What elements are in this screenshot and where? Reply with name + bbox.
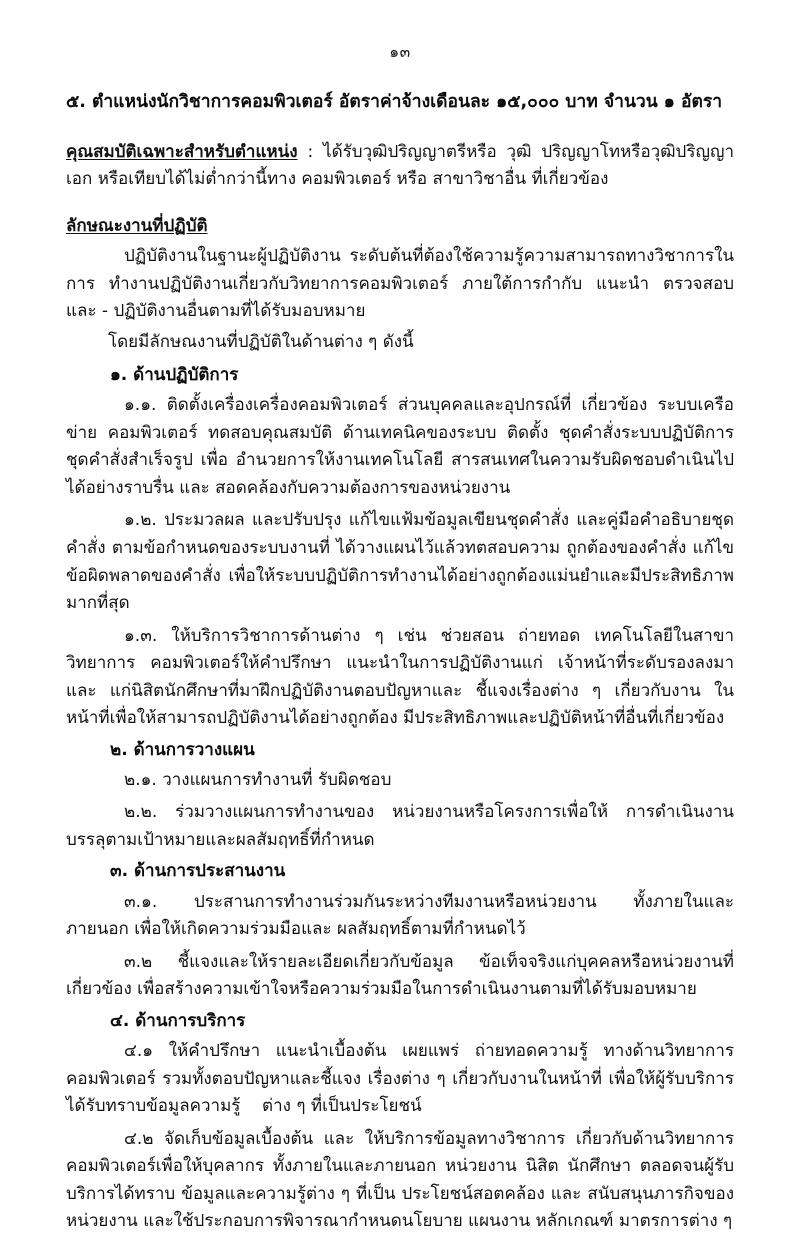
duty-item: ๑.๓. ให้บริการวิชาการด้านต่าง ๆ เช่น ช่วยสอน ถ่ายทอด เทคโนโลยีในสาขาวิทยาการ คอมพิวเตอร์ให้คำปรึกษา แนะนำในการปฏิบัติงานแก่ เจ้าหน้าที่ระดับรองลงมาและ แก่นิสิตนักศึกษาที่มาฝึกปฏิบัติงานตอบปัญหาและ ชี้แจงเรื่องต่าง ๆ เกี่ยวกับงาน ในหน้าที่เพื่อให้สามารถปฏิบัติงานได้อย่างถูกต้อง มีประสิทธิภาพและปฏิบัติหน้าที่อื่นที่เกี่ยวข้อง <box>66 625 734 729</box>
qualification-paragraph <box>66 139 734 194</box>
qualification-separator: : <box>297 141 324 162</box>
qualification-block <box>66 139 734 194</box>
duty-section <box>66 362 734 733</box>
page-content-area <box>66 0 734 1232</box>
duty-section <box>66 1008 734 1236</box>
page-title: ๕. ตำแหน่งนักวิชาการคอมพิวเตอร์ อัตราค่าจ้างเดือนละ ๑๕,๐๐๐ บาท จำนวน ๑ อัตรา <box>66 91 723 112</box>
duty-section-heading: ๓. ด้านการประสานงาน <box>110 861 286 882</box>
duties-intro-paragraph-2: โดยมีลักษณงานที่ปฏิบัติในด้านต่าง ๆ ดังนี้ <box>108 331 414 352</box>
duty-item: ๒.๒. ร่วมวางแผนการทำงานของ หน่วยงานหรือโครงการเพื่อให้ การดำเนินงานบรรลุตามเป้าหมายและผลสัมฤทธิ์ที่กำหนด <box>66 802 734 850</box>
qualification-body: ได้รับวุฒิปริญญาตรีหรือ วุฒิ ปริญญาโทหรือวุฒิปริญญาเอก หรือเทียบได้ไม่ต่ำกว่านี้ทาง คอมพิวเตอร์ หรือ สาขาวิชาอื่น ที่เกี่ยวข้อง <box>66 141 734 190</box>
page-number: ๑๓ <box>389 43 411 61</box>
duties-block <box>66 213 734 1236</box>
duty-item: ๓.๑. ประสานการทำงานร่วมกันระหว่างทีมงานหรือหน่วยงาน ทั้งภายในและภายนอก เพื่อให้เกิดความร่วมมือและ ผลสัมฤทธิ์ตามที่กำหนดไว้ <box>66 891 734 940</box>
duty-section <box>66 737 734 855</box>
duties-intro-paragraph-1: ปฏิบัติงานในฐานะผู้ปฏิบัติงาน ระดับต้นที่ต้องใช้ความรู้ความสามารถทางวิชาการในการ ทำงานปฏิบัติงานเกี่ยวกับวิทยาการคอมพิวเตอร์ ภายใต้การกำกับ แนะนำ ตรวจสอบ และ - ปฏิบัติงานอื่นตามที่ได้รับมอบหมาย <box>66 246 734 322</box>
duty-item: ๔.๑ ให้คำปรึกษา แนะนำเบื้องต้น เผยแพร่ ถ่ายทอดความรู้ ทางด้านวิทยาการคอมพิวเตอร์ รวมทั้งตอบปัญหาและชี้แจง เรื่องต่าง ๆ เกี่ยวกับงานในหน้าที่ เพื่อให้ผู้รับบริการได้รับทราบข้อมูลความรู้ ต่าง ๆ ที่เป็นประโยชน์ <box>66 1040 734 1117</box>
duty-item: ๒.๑. วางแผนการทำงานที่ รับผิดชอบ <box>124 769 392 790</box>
duty-section-heading: ๔. ด้านการบริการ <box>110 1010 246 1031</box>
duty-section-heading: ๒. ด้านการวางแผน <box>110 739 255 760</box>
duty-item: ๑.๑. ติดตั้งเครื่องเครื่องคอมพิวเตอร์ ส่วนบุคคลและอุปกรณ์ที่ เกี่ยวข้อง ระบบเครือข่าย คอมพิวเตอร์ ทดสอบคุณสมบัติ ด้านเทคนิคของระบบ ติดตั้ง ชุดคำสั่งระบบปฏิบัติการ ชุดคำสั่งสำเร็จรูป เพื่อ อำนวยการให้งานเทคโนโลยี สารสนเทศในความรับผิดชอบดำเนินไปได้อย่างราบรื่น และ สอดคล้องกับความต้องการของหน่วยงาน <box>66 395 734 498</box>
duty-section <box>66 858 734 1003</box>
duty-item: ๓.๒ ชี้แจงและให้รายละเอียดเกี่ยวกับข้อมูล ข้อเท็จจริงแก่บุคคลหรือหน่วยงานที่เกี่ยวข้อง เพื่อสร้างความเข้าใจหรือความร่วมมือในการดำเนินงานตามที่ได้รับมอบหมาย <box>66 951 734 1000</box>
qualification-heading: คุณสมบัติเฉพาะสำหรับตำแหน่ง <box>66 141 298 162</box>
duties-heading: ลักษณะงานที่ปฏิบัติ <box>66 215 208 236</box>
duty-section-heading: ๑. ด้านปฏิบัติการ <box>110 365 239 386</box>
duty-item: ๔.๒ จัดเก็บข้อมูลเบื้องต้น และ ให้บริการข้อมูลทางวิชาการ เกี่ยวกับด้านวิทยาการ คอมพิวเตอร์เพื่อให้บุคลากร ทั้งภายในและภายนอก หน่วยงาน นิสิต นักศึกษา ตลอดจนผู้รับบริการได้ทราบ ข้อมูลและความรู้ต่าง ๆ ที่เป็น ประโยชน์สอตคล้อง และ สนับสนุนภารกิจของหน่วยงาน และใช้ประกอบการพิจารณากำหนดนโยบาย แผนงาน หลักเกณฑ์ มาตรการต่าง ๆ <box>66 1128 734 1232</box>
duty-item: ๑.๒. ประมวลผล และปรับปรุง แก้ไขแฟ้มข้อมูลเขียนชุดคำสั่ง และคู่มือคำอธิบายชุดคำสั่ง ตามข้อกำหนดของระบบงานที่ ได้วางแผนไว้แล้วทตสอบความ ถูกต้องของคำสั่ง แก้ไข ข้อผิดพลาดของคำสั่ง เพื่อให้ระบบปฏิบัติการทำงานได้อย่างถูกต้องแม่นยำและมีประสิทธิภาพมากที่สุด <box>66 510 734 614</box>
